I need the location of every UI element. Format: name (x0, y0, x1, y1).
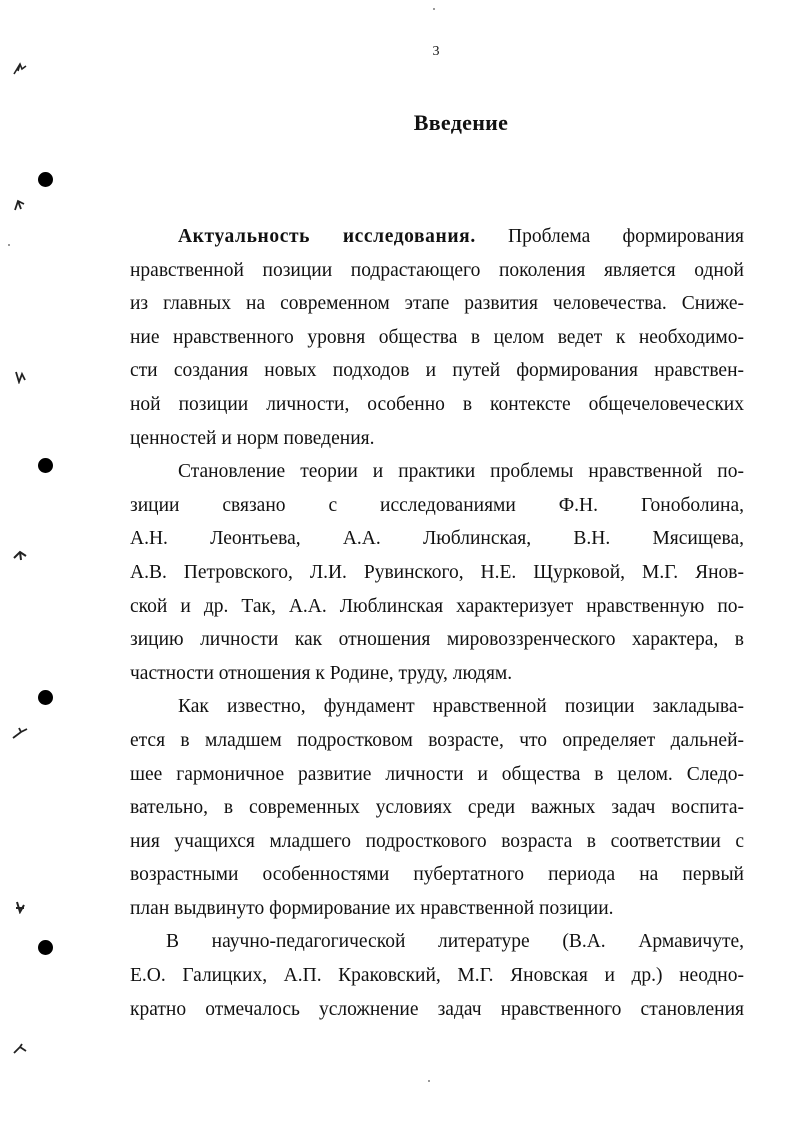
page-title: Введение (413, 110, 509, 135)
text-line: Актуальность исследования. Проблема формирования (178, 226, 744, 247)
binder-hole (38, 458, 53, 473)
text-line: вательно, в современных условиях среди важных задач воспита- (130, 797, 744, 819)
text-line: шее гармоничное развитие личности и общества в целом. Следо- (130, 763, 744, 785)
text-line: ской и др. Так, А.А. Люблинская характеризует нравственную по- (130, 595, 744, 617)
scan-mark-icon (12, 62, 28, 76)
text-line: Как известно, фундамент нравственной позиции закладыва- (178, 696, 744, 718)
scan-mark-icon (12, 548, 28, 562)
document-body (130, 220, 744, 1026)
text-line: нравственной позиции подрастающего поколения является одной (130, 259, 744, 281)
text-line: Становление теории и практики проблемы нравственной по- (178, 461, 744, 483)
text-line: ной позиции личности, особенно в контексте общечеловеческих (130, 393, 744, 415)
scan-mark-icon (12, 370, 28, 384)
text-line: ние нравственного уровня общества в целом ведет к необходимо- (130, 326, 744, 348)
scan-speck (433, 8, 435, 10)
scan-speck (428, 1080, 430, 1082)
text-line: А.Н. Леонтьева, А.А. Люблинская, В.Н. Мясищева, (130, 528, 744, 550)
scan-mark-icon (12, 726, 28, 740)
page-number: 3 (432, 44, 440, 59)
text-line: Е.О. Галицких, А.П. Краковский, М.Г. Яновская и др.) неодно- (130, 965, 744, 987)
text-line: ния учащихся младшего подросткового возраста в соответствии с (130, 830, 744, 852)
scan-speck (8, 244, 10, 246)
scan-mark-icon (12, 900, 28, 914)
text-line: сти создания новых подходов и путей формирования нравствен- (130, 360, 744, 382)
text-line: зицию личности как отношения мировоззренческого характера, в (130, 629, 744, 651)
binder-hole (38, 690, 53, 705)
text-line: ется в младшем подростковом возрасте, что определяет дальней- (130, 729, 744, 751)
text-line: из главных на современном этапе развития человечества. Сниже- (130, 293, 744, 315)
text-line: ценностей и норм поведения. (130, 427, 375, 449)
text-line: план выдвинуто формирование их нравственной позиции. (130, 897, 614, 919)
binder-hole (38, 172, 53, 187)
text-line: зиции связано с исследованиями Ф.Н. Гоноболина, (130, 494, 744, 516)
text-line: возрастными особенностями пубертатного периода на первый (130, 864, 744, 886)
section-heading-inline: Актуальность исследования. (178, 226, 476, 247)
text-line: А.В. Петровского, Л.И. Рувинского, Н.Е. Щурковой, М.Г. Янов- (130, 561, 744, 583)
scan-mark-icon (12, 1042, 28, 1056)
text-line: частности отношения к Родине, труду, людям. (130, 662, 513, 684)
text-line: В научно-педагогической литературе (В.А. Армавичуте, (166, 931, 744, 953)
binder-hole (38, 940, 53, 955)
text-line: кратно отмечалось усложнение задач нравственного становления (130, 998, 744, 1020)
scan-mark-icon (12, 198, 28, 212)
